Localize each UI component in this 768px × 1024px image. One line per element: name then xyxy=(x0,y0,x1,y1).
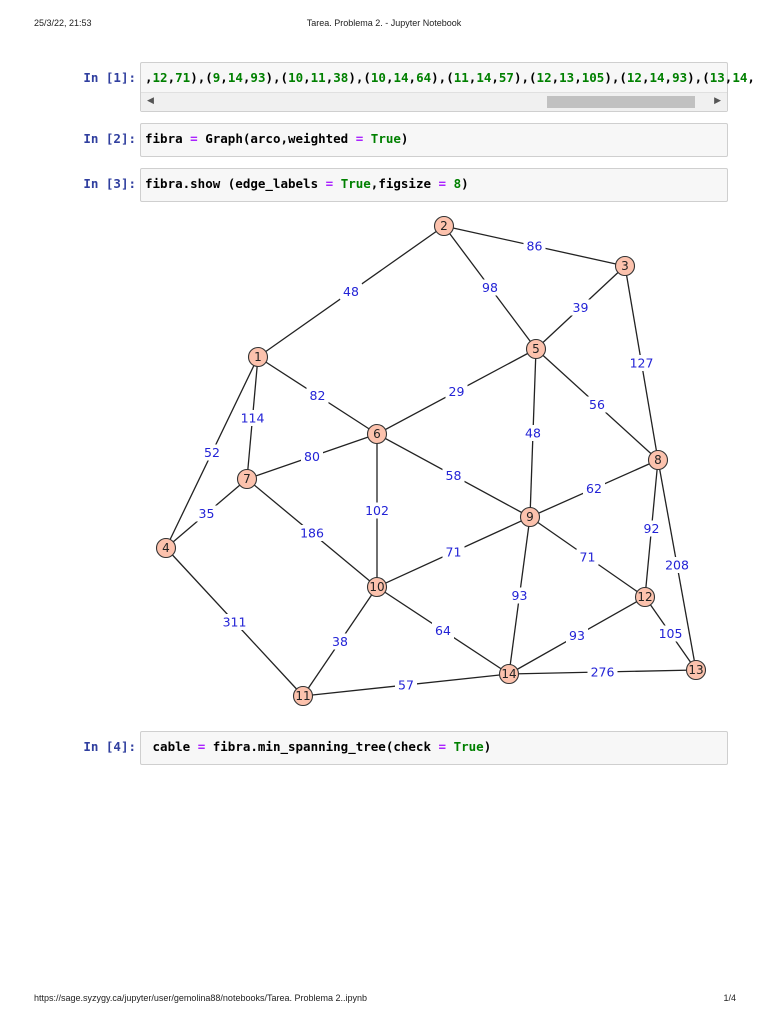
code-token: 93 xyxy=(672,70,688,85)
edge-weight-label: 48 xyxy=(343,284,359,299)
edge-weight-label: 64 xyxy=(435,623,451,638)
code-token: ) xyxy=(461,176,469,191)
code-token: 10 xyxy=(370,70,386,85)
code-token: 64 xyxy=(416,70,432,85)
code-token: 12 xyxy=(152,70,168,85)
edge-weight-label: 127 xyxy=(629,355,654,371)
edge-weight-label: 208 xyxy=(665,557,689,573)
code-token: 57 xyxy=(498,70,514,85)
edge-weight-label: 29 xyxy=(448,384,465,399)
code-token: , xyxy=(747,70,755,85)
edge-weight-label: 35 xyxy=(198,506,215,521)
code-token: , xyxy=(551,70,560,85)
code-token: True xyxy=(340,176,371,191)
print-page-number: 1/4 xyxy=(723,993,736,1003)
code-token: True xyxy=(370,131,401,146)
code-token: , xyxy=(408,70,417,85)
edge-weight-label: 86 xyxy=(526,238,543,254)
graph-node-label: 8 xyxy=(654,453,662,467)
edge-weight-label: 114 xyxy=(240,410,265,426)
graph-node-label: 7 xyxy=(243,472,251,486)
edge-weight-label: 311 xyxy=(222,614,247,630)
code-input[interactable] xyxy=(140,731,728,765)
code-token: 14 xyxy=(649,70,665,85)
edge-weight-label: 98 xyxy=(482,280,498,295)
edge-weight-label: 93 xyxy=(569,628,585,643)
code-token: 11 xyxy=(310,70,326,85)
edge-weight-label: 48 xyxy=(525,425,541,441)
code-token: 71 xyxy=(175,70,191,85)
code-token: = xyxy=(197,739,206,754)
code-token: , xyxy=(664,70,673,85)
code-token: 13 xyxy=(709,70,725,85)
edge-weight-label: 58 xyxy=(445,468,462,483)
code-token: ),( xyxy=(265,70,289,85)
edge-weight-label: 102 xyxy=(365,503,389,518)
code-token: , xyxy=(641,70,650,85)
code-token: cable xyxy=(145,739,198,754)
edge-weight-label: 92 xyxy=(643,521,660,536)
scroll-right-icon[interactable]: ▶ xyxy=(714,96,721,106)
code-token: , xyxy=(242,70,251,85)
code-token: 14 xyxy=(227,70,243,85)
cell-prompt: In [1]: xyxy=(83,70,136,85)
edge-weight-label: 71 xyxy=(445,544,462,560)
print-datetime: 25/3/22, 21:53 xyxy=(34,18,92,28)
graph-node-label: 13 xyxy=(688,663,704,677)
code-token: 13 xyxy=(559,70,575,85)
edge-weight-label: 80 xyxy=(304,449,320,464)
code-token: = xyxy=(325,176,334,191)
code-token: fibra.min_spanning_tree(check xyxy=(205,739,439,754)
graph-node-label: 3 xyxy=(621,259,629,273)
code-token: , xyxy=(325,70,334,85)
code-token: 11 xyxy=(453,70,469,85)
graph-node-label: 10 xyxy=(369,580,385,594)
graph-node-label: 6 xyxy=(373,427,381,441)
code-text[interactable] xyxy=(141,732,727,754)
graph-node-label: 14 xyxy=(501,667,517,681)
edge-weight-label: 82 xyxy=(309,388,326,403)
graph-node-label: 2 xyxy=(440,219,448,233)
print-url: https://sage.syzygy.ca/jupyter/user/gemolina88/notebooks/Tarea. Problema 2..ipynb xyxy=(34,993,368,1003)
code-token: ),( xyxy=(431,70,454,85)
edge-weight-label: 71 xyxy=(579,549,596,565)
graph-node-label: 12 xyxy=(637,590,653,604)
cell-prompt: In [3]: xyxy=(83,176,136,191)
edge-weight-label: 105 xyxy=(658,626,683,641)
edge-weight-label: 276 xyxy=(590,664,615,680)
code-token: , xyxy=(574,70,582,85)
graph-node-label: 11 xyxy=(295,689,311,703)
edge-weight-label: 93 xyxy=(511,588,528,603)
code-token: Graph(arco,weighted xyxy=(197,131,356,146)
code-token: 14 xyxy=(393,70,409,85)
code-token xyxy=(446,739,454,754)
code-token: , xyxy=(468,70,477,85)
code-token: ,figsize xyxy=(370,176,439,191)
code-token: 105 xyxy=(581,70,605,85)
code-token: 14 xyxy=(732,70,748,85)
code-token: ),( xyxy=(604,70,627,85)
code-token: fibra xyxy=(145,131,191,146)
code-token: , xyxy=(491,70,499,85)
code-token: , xyxy=(385,70,394,85)
code-token: 12 xyxy=(626,70,642,85)
edge-weight-label: 52 xyxy=(204,445,220,460)
code-token: fibra.show (edge_labels xyxy=(145,176,326,191)
code-token: = xyxy=(190,131,198,146)
code-token: = xyxy=(438,176,447,191)
graph-node-label: 5 xyxy=(532,342,540,356)
edge-weight-label: 56 xyxy=(589,397,605,412)
cell-prompt: In [2]: xyxy=(83,131,136,146)
code-token: ),( xyxy=(348,70,371,85)
code-token: 8 xyxy=(453,176,462,191)
code-token: ),( xyxy=(190,70,213,85)
code-token: 93 xyxy=(250,70,266,85)
code-token: , xyxy=(167,70,176,85)
graph-node-label: 4 xyxy=(162,541,170,555)
code-token: ),( xyxy=(687,70,710,85)
code-token: , xyxy=(220,70,228,85)
scroll-left-icon[interactable]: ◀ xyxy=(147,96,154,106)
code-token: = xyxy=(438,739,447,754)
edge-weight-label: 62 xyxy=(586,481,602,496)
edge-weight-label: 38 xyxy=(332,634,348,649)
code-token: 12 xyxy=(536,70,552,85)
graph-node-label: 1 xyxy=(254,350,262,364)
code-token: 9 xyxy=(212,70,221,85)
code-token: True xyxy=(453,739,484,754)
code-token: 38 xyxy=(333,70,349,85)
cell-prompt: In [4]: xyxy=(83,739,136,754)
edge-weight-label: 57 xyxy=(398,677,414,693)
code-token: , xyxy=(724,70,733,85)
code-token: ) xyxy=(483,739,492,754)
code-token: , xyxy=(303,70,311,85)
edge-weight-label: 186 xyxy=(300,525,324,541)
graph-node-label: 9 xyxy=(526,510,534,524)
code-token: 10 xyxy=(288,70,304,85)
edge-weight-label: 39 xyxy=(572,300,589,315)
code-cell-4[interactable] xyxy=(80,731,728,765)
print-page-title: Tarea. Problema 2. - Jupyter Notebook xyxy=(306,18,462,28)
code-token: = xyxy=(355,131,364,146)
code-token: ),( xyxy=(513,70,537,85)
code-token: ) xyxy=(400,131,409,146)
code-token: 14 xyxy=(476,70,492,85)
code-token: , xyxy=(145,70,153,85)
